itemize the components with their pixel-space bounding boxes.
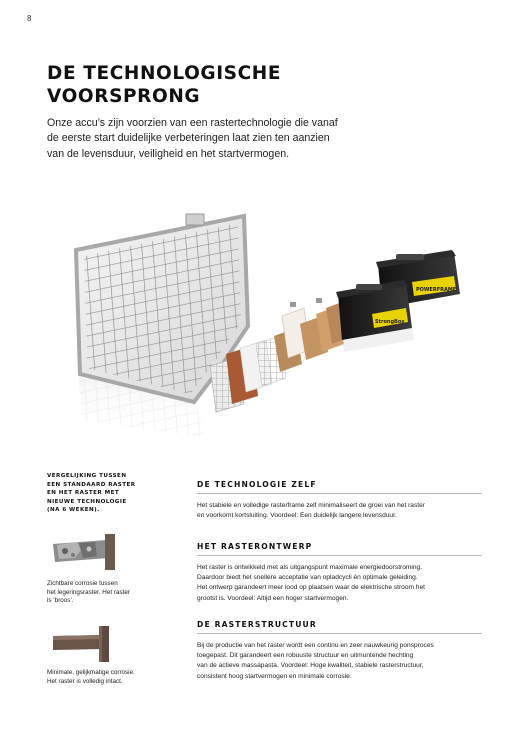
comparison-title — [47, 472, 157, 515]
section-body-line: toegepast. Dit garandeert een robuuste structuur en uitmuntende hechting — [197, 652, 414, 660]
section-body-line: Daardoor biedt het snellere acceptatie van opladcycli én optimale geleiding. — [197, 574, 418, 582]
corroded-grid-sample — [47, 530, 127, 574]
comparison-title-line: (NA 6 WEKEN). — [47, 507, 100, 514]
title-line: VOORSPRONG — [47, 86, 201, 107]
sample-caption-2 — [47, 669, 157, 686]
comparison-title-line: VERGELIJKING TUSSEN — [47, 473, 127, 479]
intro-paragraph — [47, 116, 338, 162]
section-body-line: Het raster is ontwikkeld met als uitgangspunt maximale energiedoorstroming. — [197, 564, 423, 571]
intro-line: van de levensduur, veiligheid en het startvermogen. — [47, 147, 290, 160]
section-body — [197, 501, 482, 521]
section-body-line: en voorkomt kortsluiting. Voordeel: Een duidelijk langere levensduur. — [197, 512, 397, 520]
battery-back-label: POWERFRAME — [416, 287, 457, 293]
section-body — [197, 641, 482, 682]
caption-line: Zichtbare corrosie tussen — [47, 580, 118, 587]
page-title — [47, 62, 367, 108]
battery-front-label: StrongBox — [375, 319, 405, 325]
section-body-line: Het stabiele en volledige rasterframe zelf minimaliseert de groei van het raster — [197, 502, 425, 509]
intro-line: de eerste start duidelijke verbeteringen laat zien ten aanzien — [47, 132, 330, 145]
comparison-title-line: EEN STANDAARD RASTER — [47, 481, 136, 488]
battery-front — [336, 280, 414, 352]
comparison-title-line: EN HET RASTER MET — [47, 490, 120, 497]
section-heading: DE RASTERSTRUCTUUR — [197, 620, 482, 634]
title-line: DE TECHNOLOGISCHE — [47, 63, 282, 84]
section-heading: HET RASTERONTWERP — [197, 542, 482, 556]
sample-caption-1 — [47, 580, 157, 606]
battery-grid-illustration — [60, 198, 480, 443]
page-number: 8 — [27, 14, 32, 23]
section-body-line: Bij de productie van het raster wordt een continu en zeer nauwkeurig ponsproces — [197, 642, 434, 649]
section-body-line: van de actieve massapasta. Voordeel: Hoge kwaliteit, stabiele rasterstructuur, — [197, 662, 424, 670]
caption-line: Minimale, gelijkmatige corrosie. — [47, 669, 135, 676]
section-body — [197, 563, 482, 604]
caption-line: is ‘broos’. — [47, 597, 74, 605]
comparison-title-line: NIEUWE TECHNOLOGIE — [47, 498, 127, 505]
intro-line: Onze accu’s zijn voorzien van een rastertechnologie die vanaf — [47, 117, 338, 129]
section-body-line: Het ontwerp garandeert meer lood op plaatsen waar de elektrische stroom het — [197, 584, 425, 592]
section-grid-structure — [197, 620, 482, 682]
section-heading: DE TECHNOLOGIE ZELF — [197, 480, 482, 494]
section-technology — [197, 480, 482, 521]
section-body-line: grootst is. Voordeel: Altijd een hoger startvermogen. — [197, 594, 349, 602]
caption-line: het legeringsraster. Het raster — [47, 588, 130, 596]
caption-line: Het raster is volledig intact. — [47, 677, 123, 685]
section-grid-design — [197, 542, 482, 604]
section-body-line: consistent hoog startvermogen en minimale corrosie. — [197, 672, 352, 680]
intact-grid-sample — [47, 622, 127, 666]
